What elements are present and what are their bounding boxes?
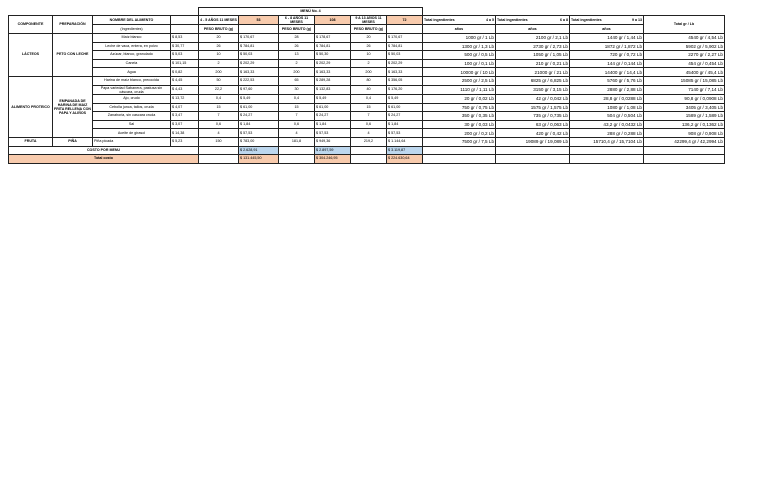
peso-3: 0,6 xyxy=(351,120,387,129)
price: $ 4,45 xyxy=(171,76,199,85)
valor-1: $ 97,60 xyxy=(239,85,279,94)
total-1: 100 gr / 0,1 Lb xyxy=(423,59,496,68)
peso-2: 181,8 xyxy=(279,137,315,146)
header-preparacion: PREPARACIÓN xyxy=(53,16,93,34)
header-row-1 xyxy=(9,16,725,25)
food-name: Canela xyxy=(93,59,171,68)
prep-empanada: EMPANADA DE HARINA DE MAIZ FRITA RELLENA CON PAPA Y ALIÑOS xyxy=(53,76,93,137)
costo-1: $ 2.628,91 xyxy=(239,146,279,155)
table-row xyxy=(9,76,725,85)
header-nombre: NOMBRE DEL ALIMENTO xyxy=(93,16,171,25)
total-3: 15710,4 gr / 15,7104 Lb xyxy=(570,137,644,146)
peso-3: 20 xyxy=(351,34,387,43)
total-gr-lb: 908 gr / 0,908 Lb xyxy=(644,129,725,138)
total-3: 1080 gr / 1,08 Lb xyxy=(570,103,644,112)
table-row xyxy=(9,59,725,68)
valor-3: $ 57,53 xyxy=(387,129,423,138)
peso-2: 7 xyxy=(279,112,315,121)
total-1: 1300 gr / 1,3 Lb xyxy=(423,42,496,51)
valor-1: $ 61,00 xyxy=(239,103,279,112)
total-gr-lb: 1589 gr / 1,589 Lb xyxy=(644,112,725,121)
peso-3: 2 xyxy=(351,59,387,68)
total-1: 30 gr / 0,03 Lb xyxy=(423,120,496,129)
valor-3: $ 61,00 xyxy=(387,103,423,112)
header-row-2 xyxy=(9,25,725,34)
peso-3: 15 xyxy=(351,103,387,112)
total-1: 10000 gr / 10 Lb xyxy=(423,68,496,77)
component-lacteos: LÁCTEOS xyxy=(9,34,53,77)
peso-2: 30 xyxy=(279,85,315,94)
header-count-1: 53 xyxy=(239,16,279,25)
total-gr-lb: 45400 gr / 45,4 Lb xyxy=(644,68,725,77)
table-row xyxy=(9,94,725,103)
valor-1: $ 783,00 xyxy=(239,137,279,146)
peso-3: 0,4 xyxy=(351,94,387,103)
peso-1: 20 xyxy=(199,34,239,43)
valor-3: $ 356,05 xyxy=(387,76,423,85)
header-age-1: 4 - 5 AÑOS 11 MESES xyxy=(199,16,239,25)
total-gr-lb: 2270 gr / 2,27 Lb xyxy=(644,51,725,60)
peso-2: 0,6 xyxy=(279,120,315,129)
food-name: Leche de vaca, entera, en polvo xyxy=(93,42,171,51)
valor-1: $ 24,27 xyxy=(239,112,279,121)
header-total-2: Total ingredientes 6 a 8 xyxy=(496,16,570,25)
header-total-3-anos: años xyxy=(570,25,644,34)
total-1: 7500 gr / 7,5 Lb xyxy=(423,137,496,146)
food-name: Piña picada xyxy=(93,137,171,146)
price: $ 8,53 xyxy=(171,34,199,43)
table-row xyxy=(9,120,725,129)
total-gr-lb: 90,8 gr / 0,0908 Lb xyxy=(644,94,725,103)
header-peso-3: PESO BRUTO (g) xyxy=(351,25,387,34)
valor-3: $ 1.144,64 xyxy=(387,137,423,146)
total-1: 20 gr / 0,02 Lb xyxy=(423,94,496,103)
total-2: 63 gr / 0,063 Lb xyxy=(496,120,570,129)
table-row xyxy=(9,112,725,121)
table-row xyxy=(9,34,725,43)
header-total-1-anos: años xyxy=(423,25,496,34)
peso-2: 4 xyxy=(279,129,315,138)
valor-1: $ 57,53 xyxy=(239,129,279,138)
total-costo-2: $ 304.246,95 xyxy=(315,155,351,164)
peso-3: 10 xyxy=(351,51,387,60)
food-name: Azúcar, blanco, granulado xyxy=(93,51,171,60)
total-gr-lb: 454 gr / 0,454 Lb xyxy=(644,59,725,68)
costo-label: COSTO POR MENU xyxy=(9,146,199,155)
total-costo-label: Total costo xyxy=(9,155,199,164)
valor-3: $ 784,81 xyxy=(387,42,423,51)
food-name: Ajo, crudo xyxy=(93,94,171,103)
total-gr-lb: 7140 gr / 7,14 Lb xyxy=(644,85,725,94)
total-2: 6825 gr / 6,825 Lb xyxy=(496,76,570,85)
total-3: 43,2 gr / 0,0432 Lb xyxy=(570,120,644,129)
total-2: 420 gr / 0,42 Lb xyxy=(496,129,570,138)
costo-row xyxy=(9,146,725,155)
header-age-3: 9 A 13 AÑOS 11 MESES xyxy=(351,16,387,25)
header-count-3: 72 xyxy=(387,16,423,25)
total-gr-lb: 136,2 gr / 0,1362 Lb xyxy=(644,120,725,129)
food-name: Maíz blanco xyxy=(93,34,171,43)
total-2: 3150 gr / 3,15 Lb xyxy=(496,85,570,94)
peso-3: 200 xyxy=(351,68,387,77)
menu-title: MENÚ No. 4 xyxy=(199,8,423,16)
peso-2: 28 xyxy=(279,34,315,43)
table-row xyxy=(9,42,725,51)
total-2: 1050 gr / 1,05 Lb xyxy=(496,51,570,60)
peso-2: 0,4 xyxy=(279,94,315,103)
price: $ 5,23 xyxy=(171,137,199,146)
total-gr-lb: 5902 gr / 5,902 Lb xyxy=(644,42,725,51)
total-3: 144 gr / 0,144 Lb xyxy=(570,59,644,68)
price: $ 4,43 xyxy=(171,85,199,94)
costo-2: $ 2.897,59 xyxy=(315,146,351,155)
total-gr-lb: 3405 gr / 3,405 Lb xyxy=(644,103,725,112)
component-proteico: ALIMENTO PROTEICO xyxy=(9,76,53,137)
valor-3: $ 163,33 xyxy=(387,68,423,77)
peso-2: 200 xyxy=(279,68,315,77)
peso-3: 4 xyxy=(351,129,387,138)
valor-3: $ 24,27 xyxy=(387,112,423,121)
valor-3: $ 50,03 xyxy=(387,51,423,60)
valor-3: $ 170,67 xyxy=(387,34,423,43)
peso-1: 7 xyxy=(199,112,239,121)
total-1: 750 gr / 0,75 Lb xyxy=(423,103,496,112)
table-row xyxy=(9,51,725,60)
peso-1: 50 xyxy=(199,76,239,85)
total-2: 2730 gr / 2,73 Lb xyxy=(496,42,570,51)
total-3: 5760 gr / 5,76 Lb xyxy=(570,76,644,85)
peso-2: 65 xyxy=(279,76,315,85)
total-3: 14400 gr / 14,4 Lb xyxy=(570,68,644,77)
header-ingredientes: (Ingredientes) xyxy=(93,25,171,34)
total-2: 210 gr / 0,21 Lb xyxy=(496,59,570,68)
costo-3: $ 3.119,87 xyxy=(387,146,423,155)
food-name: Sal xyxy=(93,120,171,129)
valor-1: $ 170,67 xyxy=(239,34,279,43)
header-total-gr-lb: Total gr / Lb xyxy=(644,16,725,34)
total-3: 2880 gr / 2,88 Lb xyxy=(570,85,644,94)
valor-2: $ 57,53 xyxy=(315,129,351,138)
header-peso-1: PESO BRUTO (g) xyxy=(199,25,239,34)
valor-2: $ 5,49 xyxy=(315,94,351,103)
header-total-2-anos: años xyxy=(496,25,570,34)
valor-1: $ 1,84 xyxy=(239,120,279,129)
total-costo-1: $ 131.445,50 xyxy=(239,155,279,164)
total-gr-lb: 15085 gr / 15,085 Lb xyxy=(644,76,725,85)
total-2: 42 gr / 0,042 Lb xyxy=(496,94,570,103)
peso-1: 0,6 xyxy=(199,120,239,129)
price: $ 3,47 xyxy=(171,112,199,121)
prep-peto: PETO CON LECHE xyxy=(53,34,93,77)
valor-1: $ 784,81 xyxy=(239,42,279,51)
total-1: 350 gr / 0,35 Lb xyxy=(423,112,496,121)
header-total-1: Total ingredientes 4 a 5 xyxy=(423,16,496,25)
peso-1: 15 xyxy=(199,103,239,112)
peso-2: 26 xyxy=(279,42,315,51)
total-2: 21000 gr / 21 Lb xyxy=(496,68,570,77)
table-row xyxy=(9,137,725,146)
food-name: Aceite de girasol xyxy=(93,129,171,138)
total-3: 288 gr / 0,288 Lb xyxy=(570,129,644,138)
peso-3: 26 xyxy=(351,42,387,51)
peso-3: 80 xyxy=(351,76,387,85)
valor-1: $ 202,29 xyxy=(239,59,279,68)
peso-2: 13 xyxy=(279,51,315,60)
total-costo-3: $ 224.630,64 xyxy=(387,155,423,164)
valor-3: $ 5,49 xyxy=(387,94,423,103)
peso-1: 150 xyxy=(199,137,239,146)
total-2: 19089 gr / 19,089 Lb xyxy=(496,137,570,146)
peso-1: 22,2 xyxy=(199,85,239,94)
peso-2: 15 xyxy=(279,103,315,112)
table-row xyxy=(9,129,725,138)
valor-2: $ 949,36 xyxy=(315,137,351,146)
valor-1: $ 222,53 xyxy=(239,76,279,85)
price: $ 30,77 xyxy=(171,42,199,51)
food-name: Agua xyxy=(93,68,171,77)
price: $ 14,38 xyxy=(171,129,199,138)
table-row xyxy=(9,85,725,94)
peso-1: 200 xyxy=(199,68,239,77)
peso-1: 2 xyxy=(199,59,239,68)
total-2: 1575 gr / 1,575 Lb xyxy=(496,103,570,112)
menu-table xyxy=(8,7,725,164)
food-name: Papa variedad Sabanera, pastusa sin cáscara, cruda xyxy=(93,85,171,94)
valor-2: $ 50,30 xyxy=(315,51,351,60)
title-row xyxy=(9,8,725,16)
peso-3: 40 xyxy=(351,85,387,94)
total-3: 720 gr / 0,72 Lb xyxy=(570,51,644,60)
peso-2: 2 xyxy=(279,59,315,68)
valor-2: $ 1,84 xyxy=(315,120,351,129)
valor-2: $ 178,67 xyxy=(315,34,351,43)
peso-1: 4 xyxy=(199,129,239,138)
header-total-3: Total ingredientes 9 a 13 xyxy=(570,16,644,25)
peso-1: 0,4 xyxy=(199,94,239,103)
valor-2: $ 24,27 xyxy=(315,112,351,121)
table-row xyxy=(9,68,725,77)
valor-2: $ 61,00 xyxy=(315,103,351,112)
food-name: Harina de maíz blanco, precocida xyxy=(93,76,171,85)
price: $ 13,72 xyxy=(171,94,199,103)
food-name: Cebolla junca, tallos, cruda xyxy=(93,103,171,112)
peso-1: 26 xyxy=(199,42,239,51)
valor-3: $ 202,29 xyxy=(387,59,423,68)
food-name: Zanahoria, sin cascara cruda xyxy=(93,112,171,121)
valor-1: $ 5,49 xyxy=(239,94,279,103)
total-3: 1872 gr / 1,872 Lb xyxy=(570,42,644,51)
total-costo-row xyxy=(9,155,725,164)
header-componente: COMPONENTE xyxy=(9,16,53,34)
total-1: 500 gr / 0,5 Lb xyxy=(423,51,496,60)
valor-1: $ 163,33 xyxy=(239,68,279,77)
header-peso-2: PESO BRUTO (g) xyxy=(279,25,315,34)
header-count-2: 108 xyxy=(315,16,351,25)
valor-3: $ 176,20 xyxy=(387,85,423,94)
valor-2: $ 289,28 xyxy=(315,76,351,85)
total-3: 504 gr / 0,504 Lb xyxy=(570,112,644,121)
price: $ 3,07 xyxy=(171,120,199,129)
total-3: 28,8 gr / 0,0288 Lb xyxy=(570,94,644,103)
valor-2: $ 202,29 xyxy=(315,59,351,68)
prep-pina: PIÑA xyxy=(53,137,93,146)
valor-2: $ 132,83 xyxy=(315,85,351,94)
valor-1: $ 50,03 xyxy=(239,51,279,60)
total-1: 2500 gr / 2,5 Lb xyxy=(423,76,496,85)
total-1: 1110 gr / 1,11 Lb xyxy=(423,85,496,94)
total-1: 200 gr / 0,2 Lb xyxy=(423,129,496,138)
total-2: 2100 gr / 2,1 Lb xyxy=(496,34,570,43)
total-gr-lb: 42299,4 gr / 42,2994 Lb xyxy=(644,137,725,146)
table-row xyxy=(9,103,725,112)
component-fruta: FRUTA xyxy=(9,137,53,146)
price: $ 0,82 xyxy=(171,68,199,77)
price: $ 101,15 xyxy=(171,59,199,68)
peso-3: 219,2 xyxy=(351,137,387,146)
peso-3: 7 xyxy=(351,112,387,121)
peso-1: 10 xyxy=(199,51,239,60)
valor-3: $ 1,84 xyxy=(387,120,423,129)
price: $ 5,03 xyxy=(171,51,199,60)
total-3: 1440 gr / 1,44 Lb xyxy=(570,34,644,43)
total-2: 735 gr / 0,735 Lb xyxy=(496,112,570,121)
spreadsheet xyxy=(8,7,725,164)
valor-2: $ 784,81 xyxy=(315,42,351,51)
valor-2: $ 163,33 xyxy=(315,68,351,77)
total-1: 1000 gr / 1 Lb xyxy=(423,34,496,43)
total-gr-lb: 4540 gr / 4,54 Lb xyxy=(644,34,725,43)
header-age-2: 6 - 8 AÑOS 11 MESES xyxy=(279,16,315,25)
price: $ 4,07 xyxy=(171,103,199,112)
